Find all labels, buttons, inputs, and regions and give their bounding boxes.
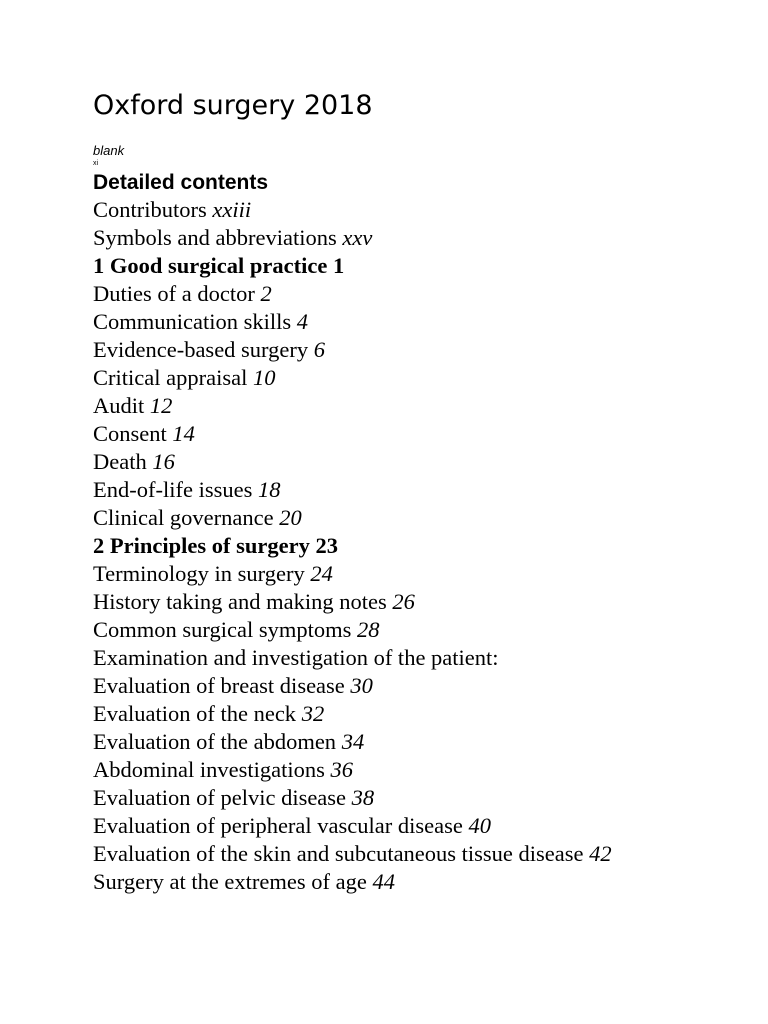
toc-entry-title: Surgery at the extremes of age xyxy=(93,869,373,894)
toc-page-number: 2 xyxy=(260,281,272,306)
toc-page-number: 44 xyxy=(372,869,395,894)
toc-page-number: 23 xyxy=(315,533,338,558)
toc-entry-title: Examination and investigation of the patient: xyxy=(93,645,499,670)
toc-entry-title: 1 Good surgical practice xyxy=(93,253,333,278)
toc-entry xyxy=(93,476,753,504)
toc-entry-title: Symbols and abbreviations xyxy=(93,225,343,250)
toc-entry-title: Evaluation of peripheral vascular disease xyxy=(93,813,469,838)
toc-page-number: 30 xyxy=(350,673,373,698)
toc-entry xyxy=(93,868,753,896)
toc-entry-title: 2 Principles of surgery xyxy=(93,533,316,558)
toc-entry-title: Common surgical symptoms xyxy=(93,617,357,642)
toc-page-number: 32 xyxy=(301,701,325,726)
toc-entry-title: Evaluation of the abdomen xyxy=(93,729,342,754)
toc-chapter-heading xyxy=(93,532,753,560)
blank-page-note: blank xyxy=(93,143,125,158)
toc-entry-title: Evidence-based surgery xyxy=(93,337,314,362)
toc-entry xyxy=(93,420,753,448)
toc-page-number: 18 xyxy=(257,477,281,502)
page-number-marker: xi xyxy=(93,160,99,167)
toc-entry-title: Communication skills xyxy=(93,309,297,334)
toc-entry xyxy=(93,364,753,392)
toc-entry-title: Evaluation of the neck xyxy=(93,701,302,726)
toc-page-number: xxv xyxy=(342,225,373,250)
document-title: Oxford surgery 2018 xyxy=(93,90,373,121)
toc-entry-title: History taking and making notes xyxy=(93,589,393,614)
toc-chapter-heading xyxy=(93,252,753,280)
toc-page-number: 1 xyxy=(332,253,345,278)
toc-page-number: 14 xyxy=(172,421,195,446)
toc-entry xyxy=(93,644,753,672)
toc-entry xyxy=(93,756,753,784)
toc-entry xyxy=(93,560,753,588)
toc-page-number: 12 xyxy=(149,393,173,418)
toc-page-number: 42 xyxy=(589,841,612,866)
toc-entry-title: Evaluation of the skin and subcutaneous tissue disease xyxy=(93,841,590,866)
toc-entry-title: Abdominal investigations xyxy=(93,757,331,782)
toc-entry xyxy=(93,700,753,728)
toc-entry xyxy=(93,392,753,420)
toc-entry xyxy=(93,588,753,616)
toc-entry xyxy=(93,504,753,532)
toc-page-number: 34 xyxy=(341,729,365,754)
toc-entry xyxy=(93,616,753,644)
toc-entry xyxy=(93,812,753,840)
toc-entry-title: Contributors xyxy=(93,197,213,222)
toc-page-number: 10 xyxy=(252,365,276,390)
toc-entry xyxy=(93,280,753,308)
toc-entry-title: Consent xyxy=(93,421,173,446)
toc-entry xyxy=(93,448,753,476)
toc-entry-title: Clinical governance xyxy=(93,505,280,530)
toc-page-number: 26 xyxy=(392,589,415,614)
toc-page-number: 36 xyxy=(330,757,353,782)
toc-page-number: 4 xyxy=(296,309,309,334)
toc-page-number: 16 xyxy=(152,449,175,474)
toc-page-number: 24 xyxy=(310,561,333,586)
toc-entry xyxy=(93,336,753,364)
toc-page-number: 6 xyxy=(313,337,325,362)
toc-entry-title: Evaluation of pelvic disease xyxy=(93,785,352,810)
toc-page-number: xxiii xyxy=(212,197,252,222)
toc-page-number: 28 xyxy=(356,617,380,642)
table-of-contents xyxy=(93,196,753,896)
contents-heading: Detailed contents xyxy=(93,171,269,194)
toc-entry-title: Evaluation of breast disease xyxy=(93,673,351,698)
toc-entry-title: Audit xyxy=(93,393,150,418)
toc-entry xyxy=(93,196,753,224)
toc-entry xyxy=(93,728,753,756)
toc-page-number: 40 xyxy=(468,813,491,838)
toc-page-number: 20 xyxy=(279,505,302,530)
toc-entry xyxy=(93,784,753,812)
toc-entry-title: Death xyxy=(93,449,153,474)
toc-entry-title: End-of-life issues xyxy=(93,477,258,502)
toc-entry xyxy=(93,308,753,336)
toc-entry-title: Duties of a doctor xyxy=(93,281,261,306)
toc-entry xyxy=(93,672,753,700)
toc-entry-title: Critical appraisal xyxy=(93,365,253,390)
toc-page-number: 38 xyxy=(351,785,375,810)
toc-entry xyxy=(93,840,753,868)
toc-entry xyxy=(93,224,753,252)
toc-entry-title: Terminology in surgery xyxy=(93,561,311,586)
